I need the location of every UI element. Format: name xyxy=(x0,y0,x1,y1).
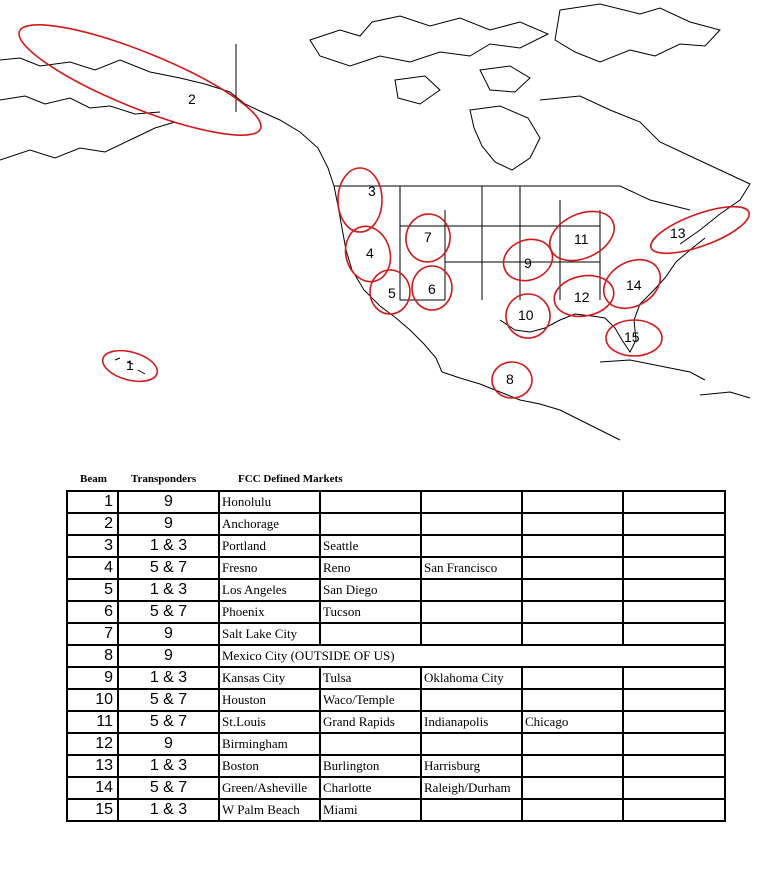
market-cell xyxy=(522,667,623,689)
market-cell xyxy=(623,733,725,755)
market-cell: San Francisco xyxy=(421,557,522,579)
table-row xyxy=(67,733,725,755)
market-cell: Kansas City xyxy=(219,667,320,689)
market-cell xyxy=(421,799,522,821)
beam-label-2: 2 xyxy=(188,91,196,107)
market-cell xyxy=(623,711,725,733)
market-cell xyxy=(421,491,522,513)
beam-label-10: 10 xyxy=(518,307,534,323)
market-cell: Mexico City (OUTSIDE OF US) xyxy=(219,645,725,667)
market-cell xyxy=(623,777,725,799)
market-cell: Indianapolis xyxy=(421,711,522,733)
market-cell xyxy=(623,579,725,601)
transponders-cell: 9 xyxy=(118,645,219,667)
market-cell: Anchorage xyxy=(219,513,320,535)
beam-number-cell: 4 xyxy=(67,557,118,579)
beam-number-cell: 10 xyxy=(67,689,118,711)
transponders-cell: 1 & 3 xyxy=(118,667,219,689)
transponders-cell: 9 xyxy=(118,491,219,513)
beam-number-cell: 3 xyxy=(67,535,118,557)
header-fcc-markets: FCC Defined Markets xyxy=(238,473,343,485)
transponders-cell: 1 & 3 xyxy=(118,579,219,601)
market-cell: Boston xyxy=(219,755,320,777)
market-cell xyxy=(320,491,421,513)
market-cell: Harrisburg xyxy=(421,755,522,777)
market-cell xyxy=(522,557,623,579)
market-cell: Los Angeles xyxy=(219,579,320,601)
market-cell: Reno xyxy=(320,557,421,579)
beam-15 xyxy=(606,320,662,356)
beam-number-cell: 6 xyxy=(67,601,118,623)
market-cell: Waco/Temple xyxy=(320,689,421,711)
market-cell xyxy=(623,799,725,821)
beam-number-cell: 5 xyxy=(67,579,118,601)
market-cell: Chicago xyxy=(522,711,623,733)
market-cell xyxy=(623,535,725,557)
beam-5 xyxy=(370,270,410,314)
beam-ellipse-3 xyxy=(338,168,382,232)
transponders-cell: 9 xyxy=(118,623,219,645)
transponders-cell: 5 & 7 xyxy=(118,777,219,799)
market-cell xyxy=(623,623,725,645)
beam-number-cell: 8 xyxy=(67,645,118,667)
beam-number-cell: 1 xyxy=(67,491,118,513)
market-cell xyxy=(623,491,725,513)
market-cell: Miami xyxy=(320,799,421,821)
transponders-cell: 5 & 7 xyxy=(118,557,219,579)
market-cell xyxy=(320,513,421,535)
table-row xyxy=(67,667,725,689)
market-cell: Tulsa xyxy=(320,667,421,689)
market-cell xyxy=(421,733,522,755)
market-cell: Burlington xyxy=(320,755,421,777)
beam-label-4: 4 xyxy=(366,245,374,261)
beam-label-15: 15 xyxy=(624,329,640,345)
market-cell: Charlotte xyxy=(320,777,421,799)
beam-label-6: 6 xyxy=(428,281,436,297)
beam-number-cell: 7 xyxy=(67,623,118,645)
table-row xyxy=(67,535,725,557)
table-row xyxy=(67,491,725,513)
beam-number-cell: 13 xyxy=(67,755,118,777)
beam-label-9: 9 xyxy=(524,255,532,271)
market-cell xyxy=(522,601,623,623)
beam-number-cell: 9 xyxy=(67,667,118,689)
beam-number-cell: 15 xyxy=(67,799,118,821)
beam-6 xyxy=(412,266,452,310)
table-row xyxy=(67,645,725,667)
transponders-cell: 1 & 3 xyxy=(118,755,219,777)
beam-1 xyxy=(99,345,160,387)
market-cell xyxy=(522,513,623,535)
market-cell: San Diego xyxy=(320,579,421,601)
beam-number-cell: 14 xyxy=(67,777,118,799)
beam-label-1: 1 xyxy=(126,357,134,373)
transponders-cell: 9 xyxy=(118,513,219,535)
header-transponders: Transponders xyxy=(131,473,197,485)
market-cell xyxy=(522,689,623,711)
beam-8 xyxy=(492,362,532,398)
beam-label-7: 7 xyxy=(424,229,432,245)
beam-table xyxy=(66,490,726,822)
market-cell xyxy=(623,513,725,535)
beam-number-cell: 11 xyxy=(67,711,118,733)
beam-11 xyxy=(542,202,622,271)
table-row xyxy=(67,623,725,645)
beam-7 xyxy=(402,211,454,266)
market-cell xyxy=(522,623,623,645)
beam-label-3: 3 xyxy=(368,183,376,199)
market-cell xyxy=(421,623,522,645)
market-cell xyxy=(320,623,421,645)
market-cell xyxy=(522,579,623,601)
market-cell xyxy=(623,667,725,689)
table-row xyxy=(67,799,725,821)
table-row xyxy=(67,513,725,535)
beam-label-5: 5 xyxy=(388,285,396,301)
market-cell xyxy=(522,799,623,821)
transponders-cell: 5 & 7 xyxy=(118,601,219,623)
header-beam: Beam xyxy=(80,473,107,485)
market-cell: Seattle xyxy=(320,535,421,557)
market-cell xyxy=(623,689,725,711)
table-row xyxy=(67,755,725,777)
market-cell xyxy=(522,733,623,755)
transponders-cell: 5 & 7 xyxy=(118,711,219,733)
transponders-cell: 1 & 3 xyxy=(118,535,219,557)
market-cell: Fresno xyxy=(219,557,320,579)
market-cell xyxy=(421,689,522,711)
market-cell: Houston xyxy=(219,689,320,711)
market-cell: Phoenix xyxy=(219,601,320,623)
market-cell: Portland xyxy=(219,535,320,557)
market-cell xyxy=(623,755,725,777)
beam-ellipse-2 xyxy=(9,5,271,154)
market-cell: Grand Rapids xyxy=(320,711,421,733)
market-cell: Salt Lake City xyxy=(219,623,320,645)
market-cell xyxy=(623,601,725,623)
transponders-cell: 5 & 7 xyxy=(118,689,219,711)
table-row xyxy=(67,777,725,799)
market-cell xyxy=(421,579,522,601)
market-cell: St.Louis xyxy=(219,711,320,733)
market-cell: Birmingham xyxy=(219,733,320,755)
beam-4 xyxy=(340,221,397,286)
market-cell xyxy=(421,601,522,623)
table-row xyxy=(67,601,725,623)
beam-ellipses xyxy=(9,5,754,398)
market-cell: Raleigh/Durham xyxy=(421,777,522,799)
beam-number-cell: 2 xyxy=(67,513,118,535)
beam-number-cell: 12 xyxy=(67,733,118,755)
beam-2 xyxy=(9,5,271,154)
beam-label-8: 8 xyxy=(506,371,514,387)
beam-label-11: 11 xyxy=(574,231,589,247)
transponders-cell: 9 xyxy=(118,733,219,755)
market-cell xyxy=(522,755,623,777)
market-cell xyxy=(522,535,623,557)
beam-label-13: 13 xyxy=(670,225,686,241)
table-row xyxy=(67,711,725,733)
market-cell xyxy=(421,513,522,535)
table-row xyxy=(67,689,725,711)
coastlines xyxy=(0,4,750,440)
market-cell xyxy=(522,777,623,799)
beam-3 xyxy=(338,168,382,232)
transponders-cell: 1 & 3 xyxy=(118,799,219,821)
market-cell: Oklahoma City xyxy=(421,667,522,689)
market-cell xyxy=(522,491,623,513)
market-cell: W Palm Beach xyxy=(219,799,320,821)
market-cell xyxy=(320,733,421,755)
market-cell xyxy=(421,535,522,557)
beam-label-12: 12 xyxy=(574,289,590,305)
market-cell: Green/Asheville xyxy=(219,777,320,799)
beam-label-14: 14 xyxy=(626,277,642,293)
table-row xyxy=(67,579,725,601)
market-cell xyxy=(623,557,725,579)
market-cell: Honolulu xyxy=(219,491,320,513)
table-row xyxy=(67,557,725,579)
market-cell: Tucson xyxy=(320,601,421,623)
